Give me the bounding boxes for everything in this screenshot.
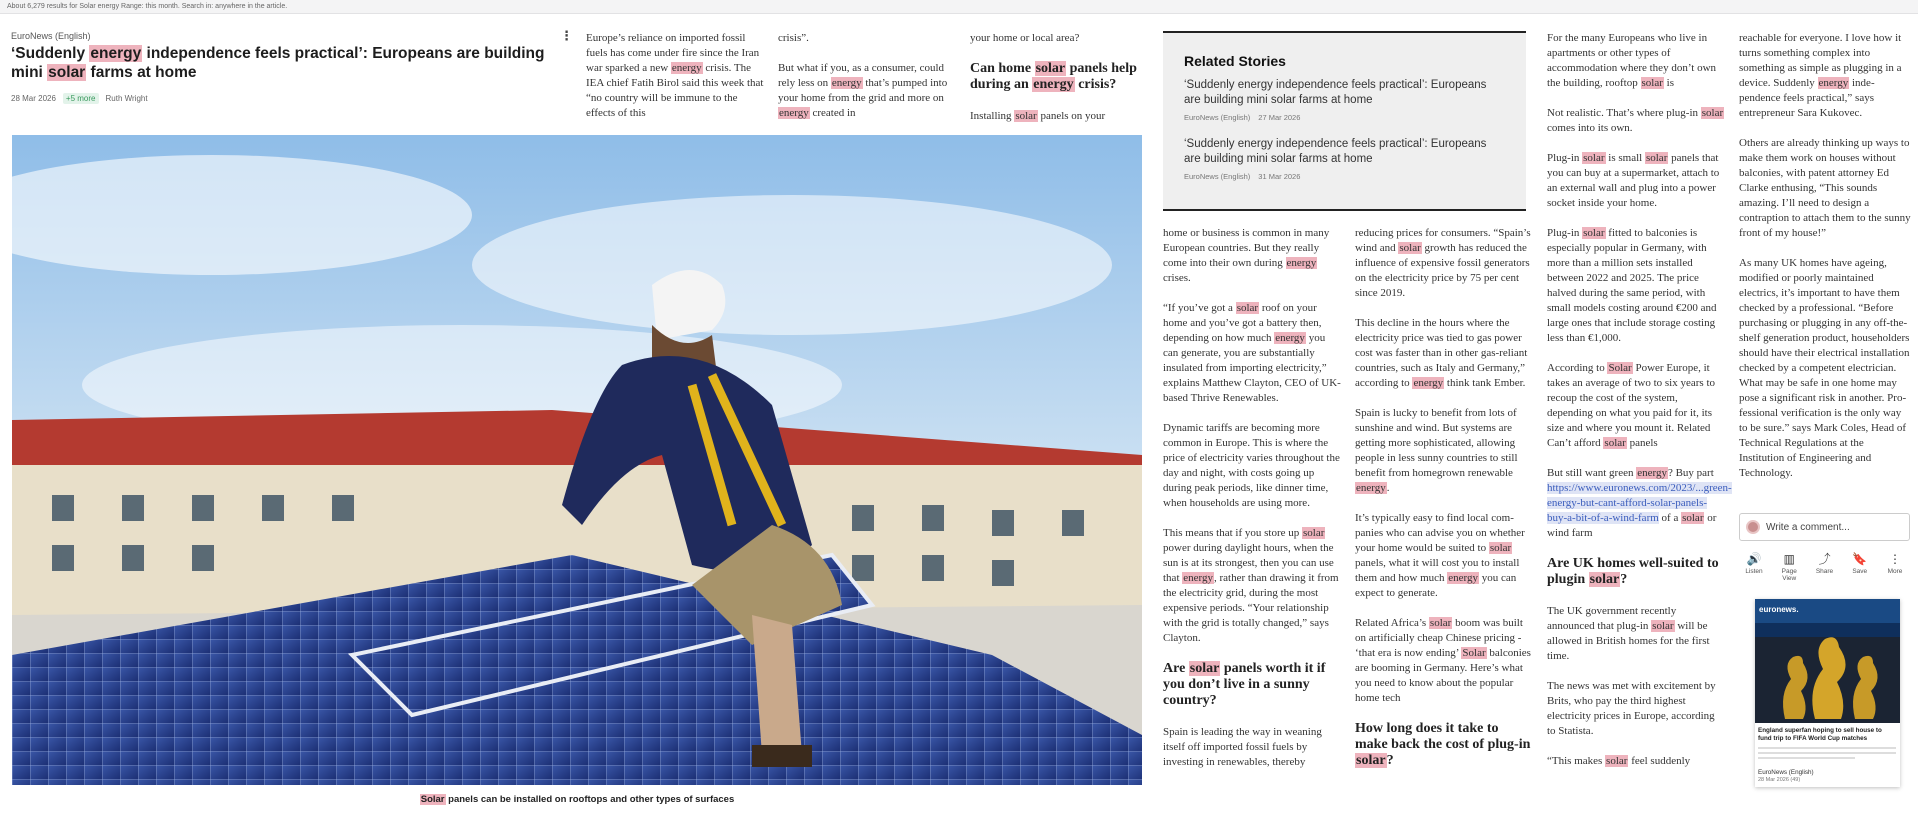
- search-highlight: energy: [1286, 257, 1317, 269]
- text-run: is small: [1605, 152, 1645, 164]
- title-text: independence feels practical’: Europeans are building mini: [11, 45, 545, 81]
- article-paragraph: [1547, 151, 1725, 211]
- text-run: is: [1663, 77, 1674, 89]
- title-highlight: solar: [48, 64, 86, 81]
- title-text: ‘Suddenly: [11, 45, 90, 62]
- article-date: 28 Mar 2026: [11, 94, 56, 103]
- article-paragraph: [1355, 316, 1533, 391]
- article-paragraph: [1547, 361, 1725, 451]
- article-paragraph: [1163, 526, 1341, 646]
- related-story-date: 31 Mar 2026: [1258, 172, 1301, 181]
- toolbar-label: Listen: [1745, 568, 1763, 575]
- article-toolbar: [1739, 553, 1910, 583]
- text-run: panels help during an: [970, 61, 1137, 92]
- search-highlight: solar: [1606, 755, 1628, 767]
- text-run: It’s typically easy to find local companies who can advise you on whether your home would be suited to: [1355, 512, 1525, 554]
- text-run: Plug-in: [1547, 227, 1583, 239]
- related-story-item[interactable]: [1184, 137, 1505, 184]
- search-highlight: solar: [1035, 61, 1066, 76]
- article-paragraph: [1547, 466, 1732, 541]
- promo-card-text-lines: [1758, 747, 1896, 762]
- search-highlight: solar: [1489, 542, 1512, 554]
- toolbar-label: Share: [1815, 568, 1834, 575]
- text-run: panels on your: [1037, 110, 1106, 122]
- article-column-6: [1547, 31, 1732, 784]
- more-sources-badge[interactable]: +5 more: [63, 93, 99, 104]
- text-run: reachable for everyone. I love how it turns something complex into something as simple as plugging in a device. Suddenly: [1739, 32, 1902, 89]
- article-column-2: [778, 31, 956, 136]
- text-run: Others are already thinking up ways to make them work on houses without balconies, with patent attorney Ed Clarke enthusing, “This sounds amazing. I’ll need to design a contraption to attach them to the sunny front of my house!”: [1739, 137, 1911, 239]
- save-icon: 🔖: [1852, 552, 1868, 566]
- search-highlight: energy: [779, 107, 809, 119]
- text-run: Spain is lucky to benefit from lots of sunshine and wind. But systems are getting more sophisticated, allowing people in less sunny countries to still benefit from homegrown renewable: [1355, 407, 1518, 479]
- text-run: .: [1386, 482, 1390, 494]
- text-run: But still want green: [1547, 467, 1637, 479]
- toolbar-label: Page View: [1781, 568, 1797, 582]
- text-run: boom was built on artificially cheap Chinese pricing - ‘that era is now ending’: [1355, 617, 1523, 659]
- article-paragraph: [1163, 226, 1341, 286]
- page-view-button[interactable]: [1774, 553, 1804, 583]
- article-author: Ruth Wright: [105, 94, 148, 103]
- toolbar-label: Save: [1852, 568, 1868, 575]
- article-paragraph: [1547, 226, 1725, 346]
- title-highlight: energy: [90, 45, 142, 62]
- text-run: Can home: [970, 61, 1035, 76]
- text-run: ?: [1386, 753, 1394, 768]
- text-run: or wind farm: [1547, 512, 1717, 539]
- text-run: balconies are booming in Germany. Here’s what you need to know about the popular home tech: [1355, 647, 1531, 704]
- article-paragraph: [1547, 106, 1725, 136]
- related-story-title[interactable]: ‘Suddenly energy independence feels practical’: Europeans are building mini solar farms at home: [1184, 138, 1487, 165]
- search-highlight: solar: [1583, 227, 1605, 239]
- related-story-title[interactable]: ‘Suddenly energy independence feels practical’: Europeans are building mini solar farms at home: [1184, 79, 1487, 106]
- text-run: created in: [809, 107, 856, 119]
- article-paragraph: [1163, 725, 1341, 770]
- text-run: fitted to balconies is especially popular in Germany, with more than a million sets installed between 2022 and 2025. The price halved during the same period, with small models costing around €200 and large ones that include storage costing less than €1,000.: [1547, 227, 1717, 344]
- article-paragraph: [1355, 511, 1533, 601]
- text-run: Are: [1163, 661, 1189, 676]
- text-run: “This makes: [1547, 755, 1606, 767]
- text-run: crisis”.: [778, 32, 809, 44]
- text-run: Power Europe, it takes an average of two to six years to recoup the cost of the system, depending on what you paid for it, its size and where you mount it. Related Can’t afford: [1547, 362, 1715, 449]
- text-run: Plug-in: [1547, 152, 1583, 164]
- search-highlight: solar: [1583, 152, 1605, 164]
- text-run: home or business is common in many European countries. But they really come into their own during: [1163, 227, 1330, 269]
- listen-icon: 🔊: [1746, 552, 1762, 566]
- text-run: Installing: [970, 110, 1015, 122]
- article-paragraph: [1547, 604, 1725, 664]
- text-run: How long does it take to make back the cost of plug-in: [1355, 721, 1531, 752]
- article-column-1: [586, 31, 764, 136]
- search-highlight: energy: [671, 62, 702, 74]
- article-title: [11, 44, 556, 82]
- promo-card[interactable]: [1755, 599, 1900, 787]
- related-stories-heading: Related Stories: [1184, 53, 1286, 69]
- search-highlight: energy: [1637, 467, 1667, 479]
- text-run: you can expect to generate.: [1355, 572, 1517, 599]
- text-run: According to: [1547, 362, 1608, 374]
- search-highlight: solar: [1652, 620, 1674, 632]
- article-paragraph: [586, 31, 764, 121]
- promo-card-title[interactable]: England superfan hoping to sell house to fund trip to FIFA World Cup matches: [1758, 727, 1882, 742]
- text-run: , rather than drawing it from the electricity grid, during the most expensive periods. “Your relationship with the grid is totally changed,” says Clayton.: [1163, 572, 1339, 644]
- text-run: that’s pumped into your home from the grid and more on: [778, 77, 948, 104]
- text-run: “If you’ve got a: [1163, 302, 1236, 314]
- search-highlight: solar: [1015, 110, 1037, 122]
- search-highlight: solar: [1641, 77, 1663, 89]
- save-button[interactable]: [1845, 553, 1875, 583]
- text-run: Not realistic. That’s where plug-in: [1547, 107, 1701, 119]
- article-paragraph: [1163, 421, 1341, 511]
- article-paragraph: [1355, 616, 1533, 706]
- search-highlight: solar: [1645, 152, 1668, 164]
- related-stories-panel: [1163, 31, 1526, 211]
- section-heading: [970, 61, 1148, 93]
- text-run: Are UK homes well-suited to plugin: [1547, 556, 1719, 587]
- text-run: your home or local area?: [970, 32, 1080, 44]
- article-column-4: [1163, 226, 1341, 785]
- article-paragraph: [1355, 406, 1533, 496]
- search-highlight: energy: [1033, 77, 1074, 92]
- search-highlight: solar: [1701, 107, 1724, 119]
- text-run: panels that you can buy at a supermarket, attach to an external wall and plug into a power socket inside your home.: [1547, 152, 1720, 209]
- search-highlight: energy: [1183, 572, 1213, 584]
- search-highlight: solar: [1189, 661, 1220, 676]
- article-meta: [11, 93, 148, 104]
- search-highlight: solar: [1303, 527, 1325, 539]
- text-run: panels: [1626, 437, 1658, 449]
- text-run: Europe’s reliance on imported fossil fuels has come under fire since the Iran war sparked a new: [586, 32, 760, 74]
- text-run: Related Africa’s: [1355, 617, 1429, 629]
- article-paragraph: [1739, 136, 1911, 241]
- search-highlight: Solar: [1608, 362, 1632, 374]
- article-column-7: [1739, 31, 1911, 496]
- share-button[interactable]: [1810, 553, 1840, 583]
- text-run: roof on your home and you’ve got a battery then, depending on how much: [1163, 302, 1322, 344]
- text-run: This means that if you store up: [1163, 527, 1303, 539]
- section-heading: [1355, 721, 1533, 769]
- image-caption: [12, 794, 1142, 805]
- toolbar-label: More: [1887, 568, 1903, 575]
- search-highlight: solar: [1604, 437, 1626, 449]
- user-avatar: [1746, 520, 1760, 534]
- related-story-item[interactable]: [1184, 78, 1505, 125]
- article-menu-icon[interactable]: ⋮: [560, 28, 573, 43]
- section-heading: [1547, 556, 1725, 588]
- search-highlight: energy: [1275, 332, 1305, 344]
- article-paragraph: [1547, 754, 1725, 769]
- text-run: power during daylight hours, when the sun is at its strongest, then you can use that: [1163, 542, 1334, 584]
- search-highlight: energy: [1448, 572, 1478, 584]
- text-run: will be allowed in British homes for the first time.: [1547, 620, 1710, 662]
- search-status-bar: About 6,279 results for Solar energy Range: this month. Search in: anywhere in the article.: [0, 0, 1918, 14]
- article-column-5: [1355, 226, 1533, 785]
- comment-placeholder[interactable]: Write a comment...: [1766, 521, 1850, 533]
- text-run: reducing prices for consumers. “Spain’s wind and: [1355, 227, 1531, 254]
- search-highlight: solar: [1236, 302, 1259, 314]
- article-paragraph: [778, 61, 956, 121]
- article-paragraph: [1163, 301, 1341, 406]
- share-icon: ⤴: [1818, 552, 1831, 566]
- article-source: EuroNews (English): [11, 31, 91, 41]
- article-paragraph: [1739, 31, 1911, 121]
- article-paragraph: [1547, 31, 1725, 91]
- text-run: For the many Europeans who live in apartments or other types of accommodation where they don’t own the building, rooftop: [1547, 32, 1717, 89]
- text-run: comes into its own.: [1547, 122, 1633, 134]
- text-run: ?: [1620, 572, 1628, 587]
- search-highlight: solar: [1589, 572, 1620, 587]
- article-paragraph: [1547, 679, 1725, 739]
- article-paragraph: [778, 31, 956, 46]
- promo-card-meta: 28 Mar 2026 (49): [1758, 777, 1801, 783]
- solar-installer-photo: [12, 135, 1142, 785]
- search-highlight: solar: [1429, 617, 1452, 629]
- related-story-source: EuroNews (English): [1184, 113, 1251, 122]
- text-run: As many UK homes have ageing, modified or poorly maintained electrics, it’s important to have them checked by a professional. “Before purchasing or plugging in any off-the-shelf generation product, householders should have their electrical installation checked by a competent electrician. What may be safe in one home may pose a significant risk in another. Professional verification is the only way to be sure.” says Mark Coles, Head of Technical Regulations at the Institution of Engineering and Technology.: [1739, 257, 1910, 479]
- text-run: feel suddenly: [1628, 755, 1691, 767]
- related-story-date: 27 Mar 2026: [1258, 113, 1301, 122]
- text-run: of a: [1658, 512, 1682, 524]
- text-run: This decline in the hours where the electricity price was tied to gas power cost was faster than in other gas-reliant countries, such as Italy and Germany,” according to: [1355, 317, 1528, 389]
- search-highlight: solar: [1399, 242, 1421, 254]
- text-run: growth has reduced the influence of expensive fossil generators on the electricity price by 75 per cent since 2019.: [1355, 242, 1530, 299]
- related-story-source: EuroNews (English): [1184, 172, 1251, 181]
- text-run: independence feels practical,” says entrepreneur Sara Kukovec.: [1739, 77, 1875, 119]
- promo-card-logo: euronews.: [1759, 605, 1799, 614]
- text-run: crisis. The IEA chief Fatih Birol said this week that “no country will be immune to the effects of this: [586, 62, 764, 119]
- article-link[interactable]: https://www.euronews.com/2023/...green-energy-but-cant-afford-solar-panels-buy-a-bit-of-a-wind-farm: [1547, 482, 1732, 524]
- caption-text: panels can be installed on rooftops and other types of surfaces: [445, 794, 735, 805]
- text-run: think tank Ember.: [1444, 377, 1526, 389]
- search-highlight: Solar: [1462, 647, 1486, 659]
- text-run: panels, what it will cost you to install them and how much: [1355, 557, 1520, 584]
- article-paragraph: [1739, 256, 1911, 481]
- search-highlight: solar: [1356, 753, 1386, 768]
- text-run: The UK government recently announced that plug-in: [1547, 605, 1677, 632]
- caption-highlight: Solar: [420, 794, 445, 805]
- text-run: panels worth it if you don’t live in a sunny country?: [1163, 661, 1326, 708]
- more-icon: ⋮: [1889, 552, 1901, 566]
- text-run: you can generate, you are substantially insulated from importing electricity,” explains Matthew Clayton, CEO of UK-based Thrive Renewables.: [1163, 332, 1341, 404]
- search-highlight: energy: [1818, 77, 1849, 89]
- page-view-icon: ▥: [1783, 552, 1795, 566]
- hero-image: [12, 135, 1142, 785]
- search-highlight: energy: [1413, 377, 1444, 389]
- search-highlight: energy: [1356, 482, 1386, 494]
- article-paragraph: [970, 109, 1148, 124]
- text-run: crises.: [1163, 272, 1191, 284]
- text-run: But what if you, as a consumer, could rely less on: [778, 62, 945, 89]
- article-paragraph: [1355, 226, 1533, 301]
- text-run: ? Buy part: [1667, 467, 1714, 479]
- article-column-3: [970, 31, 1148, 139]
- section-heading: [1163, 661, 1341, 709]
- listen-button[interactable]: [1739, 553, 1769, 583]
- promo-card-source: EuroNews (English): [1758, 769, 1814, 776]
- comment-box[interactable]: [1739, 513, 1910, 541]
- search-highlight: energy: [831, 77, 862, 89]
- article-paragraph: [970, 31, 1148, 46]
- text-run: crisis?: [1074, 77, 1117, 92]
- text-run: Spain is leading the way in weaning itself off imported fossil fuels by investing in renewables, thereby: [1163, 726, 1322, 768]
- more-button[interactable]: [1880, 553, 1910, 583]
- title-text: farms at home: [86, 64, 197, 81]
- text-run: The news was met with excitement by Brits, who pay the third highest electricity prices in Europe, according to Statista.: [1547, 680, 1716, 737]
- promo-card-image: [1755, 599, 1900, 723]
- text-run: Dynamic tariffs are becoming more common in Europe. This is where the price of electricity varies throughout the day and night, with costs going up during peak periods, like dinner time, when households are using more.: [1163, 422, 1340, 509]
- search-highlight: solar: [1682, 512, 1704, 524]
